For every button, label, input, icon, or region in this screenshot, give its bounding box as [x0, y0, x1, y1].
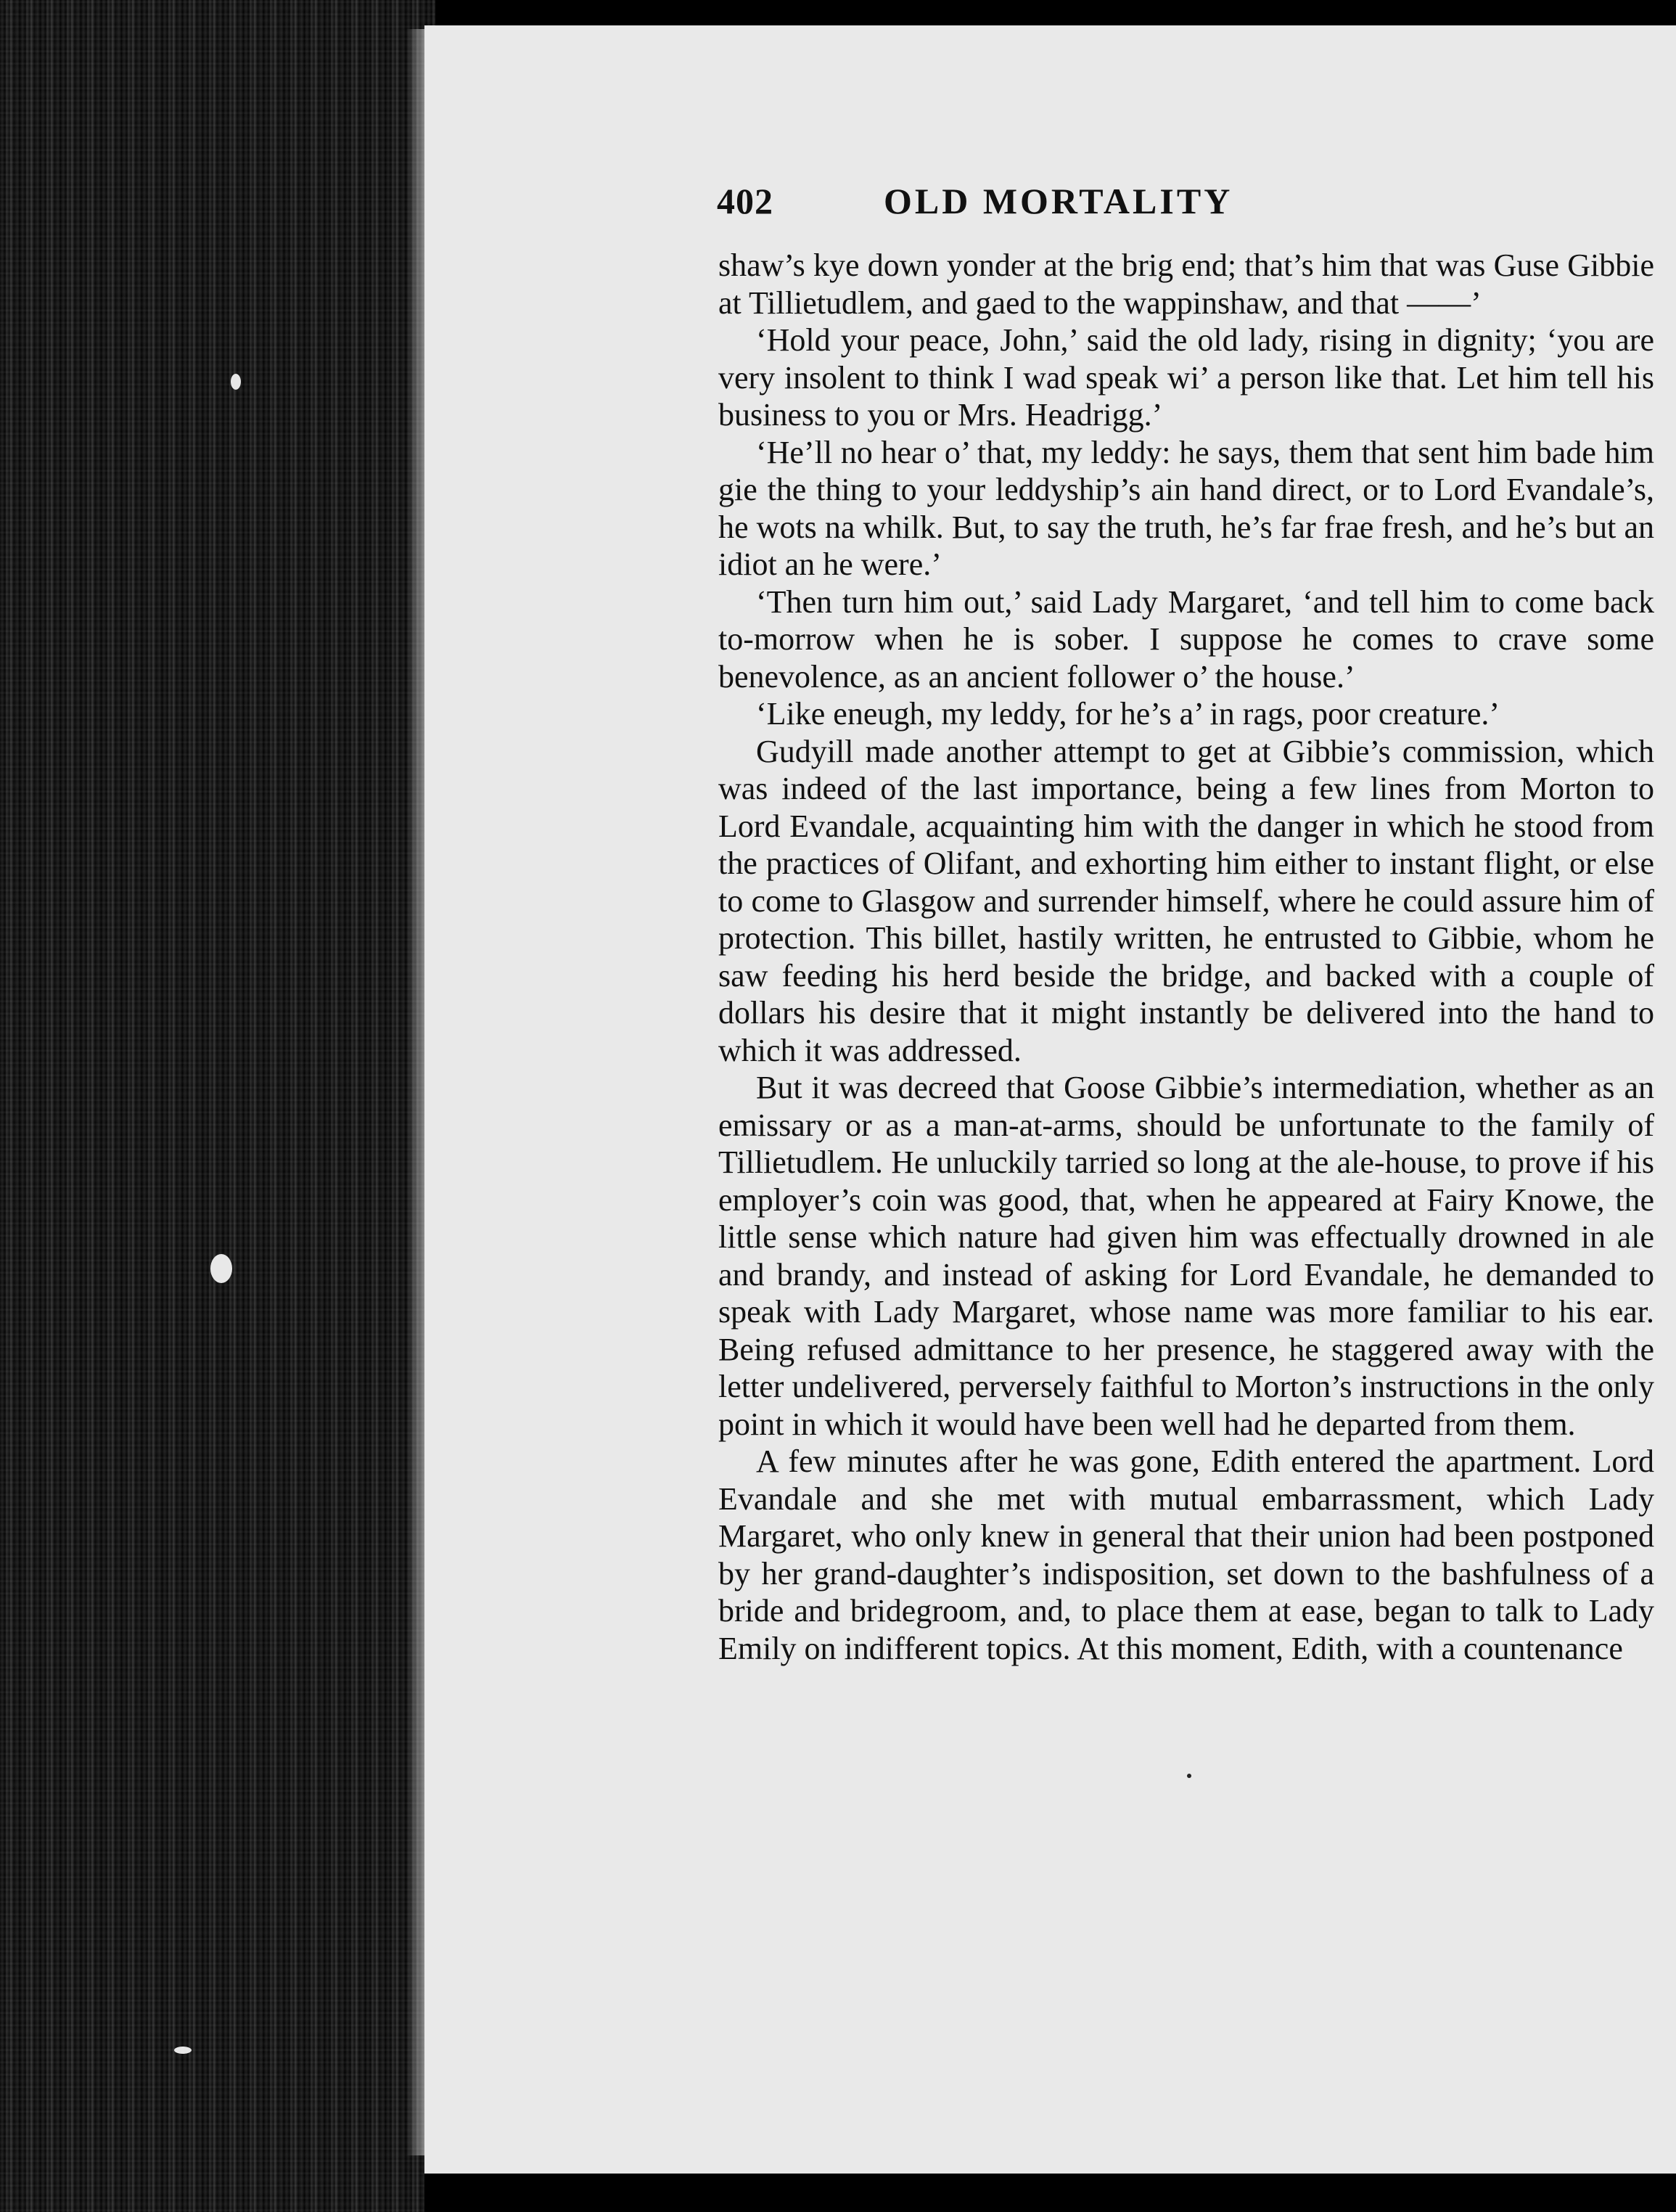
body-text: [718, 247, 1654, 1674]
paragraph: A few minutes after he was gone, Edith entered the apartment. Lord Evandale and she met with mutual embarrassment, which Lady Margaret, who only knew in general that their union had been postponed by her grand-daughter’s indisposition, set down to the bashfulness of a bride and bridegroom, and, to place them at ease, began to talk to Lady Emily on indifferent topics. At this moment, Edith, with a countenance: [718, 1443, 1654, 1666]
paragraph: Gudyill made another attempt to get at Gibbie’s commission, which was indeed of the last importance, being a few lines from Morton to Lord Evandale, acquainting him with the danger in which he stood from the practices of Olifant, and exhorting him either to instant flight, or else to come to Glasgow and surrender himself, where he could assure him of protection. This billet, hastily written, he entrusted to Gibbie, whom he saw feeding his herd beside the bridge, and backed with a couple of dollars his desire that it might instantly be delivered into the hand to which it was addressed.: [718, 733, 1654, 1068]
paragraph: ‘Like eneugh, my leddy, for he’s a’ in rags, poor creature.’: [756, 696, 1500, 732]
page-number: 402: [717, 181, 773, 221]
paper-speck: [210, 1254, 232, 1283]
paragraph: But it was decreed that Goose Gibbie’s intermediation, whether as an emissary or as a man-at-arms, should be unfortunate to the family of Tillietudlem. He unluckily tarried so long at the ale-house, to prove if his employer’s coin was good, that, when he appeared at Fairy Knowe, the little sense which nature had given him was effectually drowned in ale and brandy, and instead of asking for Lord Evandale, he demanded to speak with Lady Margaret, whose name was more familiar to his ear. Being refused admittance to her presence, he staggered away with the letter undelivered, perversely faithful to Morton’s instructions in the only point in which it would have been well had he departed from them.: [718, 1070, 1654, 1442]
book-edge: [0, 0, 435, 2212]
paragraph: ‘He’ll no hear o’ that, my leddy: he says, them that sent him bade him gie the thing to your leddyship’s ain hand direct, or to Lord Evandale’s, he wots na whilk. But, to say the truth, he’s far frae fresh, and he’s but an idiot an he were.’: [718, 434, 1654, 582]
running-head: [717, 180, 1384, 231]
running-title: OLD MORTALITY: [884, 181, 1233, 221]
stray-ink-dot: [1187, 1774, 1191, 1778]
paragraph: ‘Then turn him out,’ said Lady Margaret, ‘and tell him to come back to-morrow when he is sober. I suppose he comes to crave some benevolence, as an ancient follower o’ the house.’: [718, 583, 1654, 695]
paragraph: shaw’s kye down yonder at the brig end; that’s him that was Guse Gibbie at Tillietudlem, and gaed to the wappinshaw, and that ——’: [718, 247, 1654, 321]
paper-speck: [174, 2047, 192, 2054]
paragraph: ‘Hold your peace, John,’ said the old lady, rising in dignity; ‘you are very insolent to think I wad speak wi’ a person like that. Let him tell his business to you or Mrs. Headrigg.’: [718, 322, 1654, 433]
paper-speck: [231, 374, 241, 390]
